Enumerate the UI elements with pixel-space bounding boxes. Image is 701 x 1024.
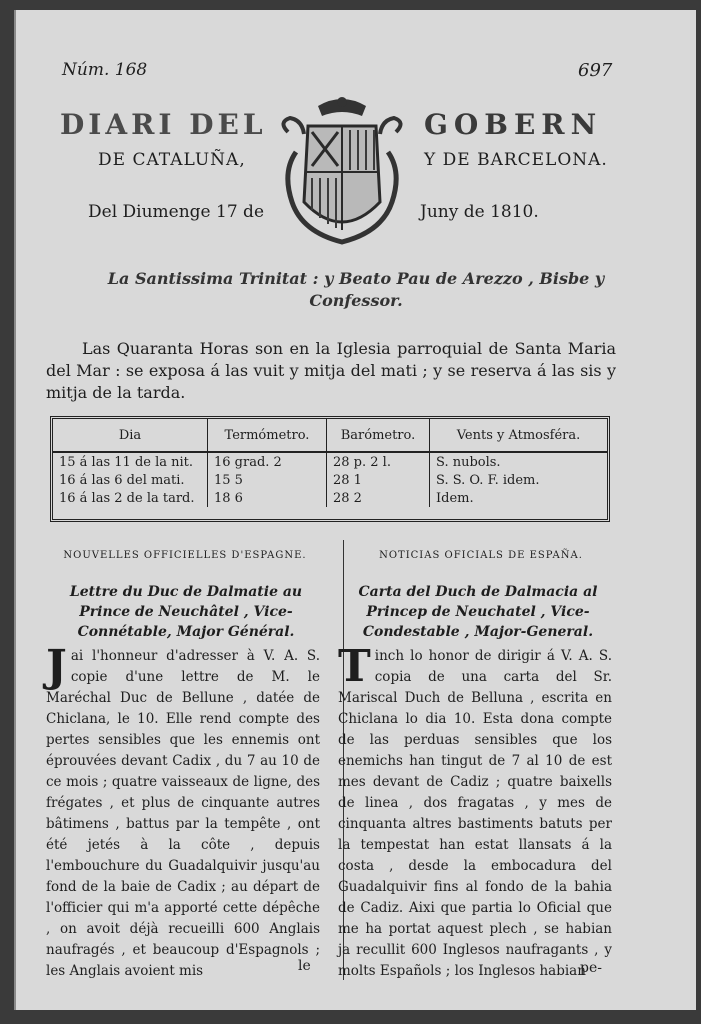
header-dia: Dia <box>53 419 208 452</box>
french-column-heading: NOUVELLES OFFICIELLES D'ESPAGNE. <box>63 550 307 561</box>
cell-thermometer: 18 6 <box>208 489 327 507</box>
spanish-column-heading: NOTICIAS OFICIALS DE ESPAÑA. <box>379 550 583 561</box>
header-barometer: Barómetro. <box>327 419 430 452</box>
issue-number: Núm. 168 <box>62 60 148 80</box>
header-winds: Vents y Atmosféra. <box>430 419 608 452</box>
weather-table <box>50 416 610 522</box>
spanish-article-title: Carta del Duch de Dalmacia al Princep de Neuchatel , Vice-Condestable , Major-General. <box>358 584 598 640</box>
cell-winds: S. S. O. F. idem. <box>436 472 540 488</box>
newspaper-page <box>14 10 696 1010</box>
table-row <box>53 489 607 507</box>
weather-table-header <box>53 419 607 452</box>
french-article-title: Lettre du Duc de Dalmatie au Prince de Neuchâtel , Vice-Connétable, Major Général. <box>69 584 303 640</box>
cell-day: 15 á las 11 de la nit. <box>53 452 208 471</box>
cell-winds: S. nubols. <box>436 454 501 470</box>
cell-barometer: 28 2 <box>327 489 430 507</box>
masthead-subtitle-left: DE CATALUÑA, <box>98 150 246 170</box>
cell-thermometer: 16 grad. 2 <box>208 452 327 471</box>
masthead-title-right: GOBERN <box>424 108 603 141</box>
date-left: Del Diumenge 17 de <box>88 202 265 222</box>
cell-barometer: 28 p. 2 l. <box>327 452 430 471</box>
cell-day: 16 á las 2 de la tard. <box>53 489 208 507</box>
page-number: 697 <box>578 60 613 81</box>
french-article-text: ai l'honneur d'adresser à V. A. S. copie d'une lettre de M. le Maréchal Duc de Bellune , datée de Chiclana, le 10. Elle rend compte des pertes sensibles que les ennemis ont éprouvées devant Cadix , du 7 au 10 de ce mois ; quatre vaisseaux de ligne, des frégates , et plus de cinquante autres bâtimens , battus par la tempête , ont été jetés à la côte , depuis l'embouchure du Guadalquivir jusqu'au fond de la baie de Cadix ; au départ de l'officier qui m'a apporté cette dépêche , on avoit déjà recueilli 600 Anglais naufragés , et beaucoup d'Espagnols ; les Anglais avoient mis <box>46 648 320 979</box>
french-article-body <box>46 641 320 982</box>
spanish-article-text: inch lo honor de dirigir á V. A. S. copia de una carta del Sr. Mariscal Duch de Belluna , escrita en Chiclana lo dia 10. Esta dona compte de las perduas sensibles que los enemichs han tingut de 7 al 10 de est mes devant de Cadiz ; quatre baixells de linea , dos fragatas , y mes de cinquanta altres bastiments batuts per la tempestat han estat llansats á la costa , desde la embocadura del Guadalquivir fins al fondo de la bahia de Cadiz. Aixi que partia lo Oficial que me ha portat aquest plech , se habian ja recullit 600 Inglesos naufragants , y molts Españols ; los Inglesos habian <box>338 648 612 979</box>
forty-hours-notice: Las Quaranta Horas son en la Iglesia parroquial de Santa Maria del Mar : se exposa á las vuit y mitja del mati ; y se reserva á las sis y mitja de la tarda. <box>46 339 616 402</box>
french-drop-cap: J <box>46 641 67 692</box>
masthead-subtitle-right: Y DE BARCELONA. <box>424 150 608 170</box>
coat-of-arms-seal <box>268 92 416 252</box>
saints-of-the-day: La Santissima Trinitat : y Beato Pau de Arezzo , Bisbe y Confessor. <box>107 269 605 310</box>
date-right: Juny de 1810. <box>420 202 539 222</box>
cell-thermometer: 15 5 <box>208 471 327 489</box>
cell-winds: Idem. <box>436 490 474 506</box>
spanish-catchword: pe- <box>580 960 602 976</box>
cell-barometer: 28 1 <box>327 471 430 489</box>
table-row <box>53 452 607 471</box>
table-row <box>53 471 607 489</box>
cell-day: 16 á las 6 del mati. <box>53 471 208 489</box>
header-thermometer: Termómetro. <box>208 419 327 452</box>
spanish-drop-cap: T <box>338 641 371 692</box>
spanish-article-body <box>338 641 612 982</box>
masthead-title-left: DIARI DEL <box>60 108 267 141</box>
french-catchword: le <box>298 958 311 974</box>
